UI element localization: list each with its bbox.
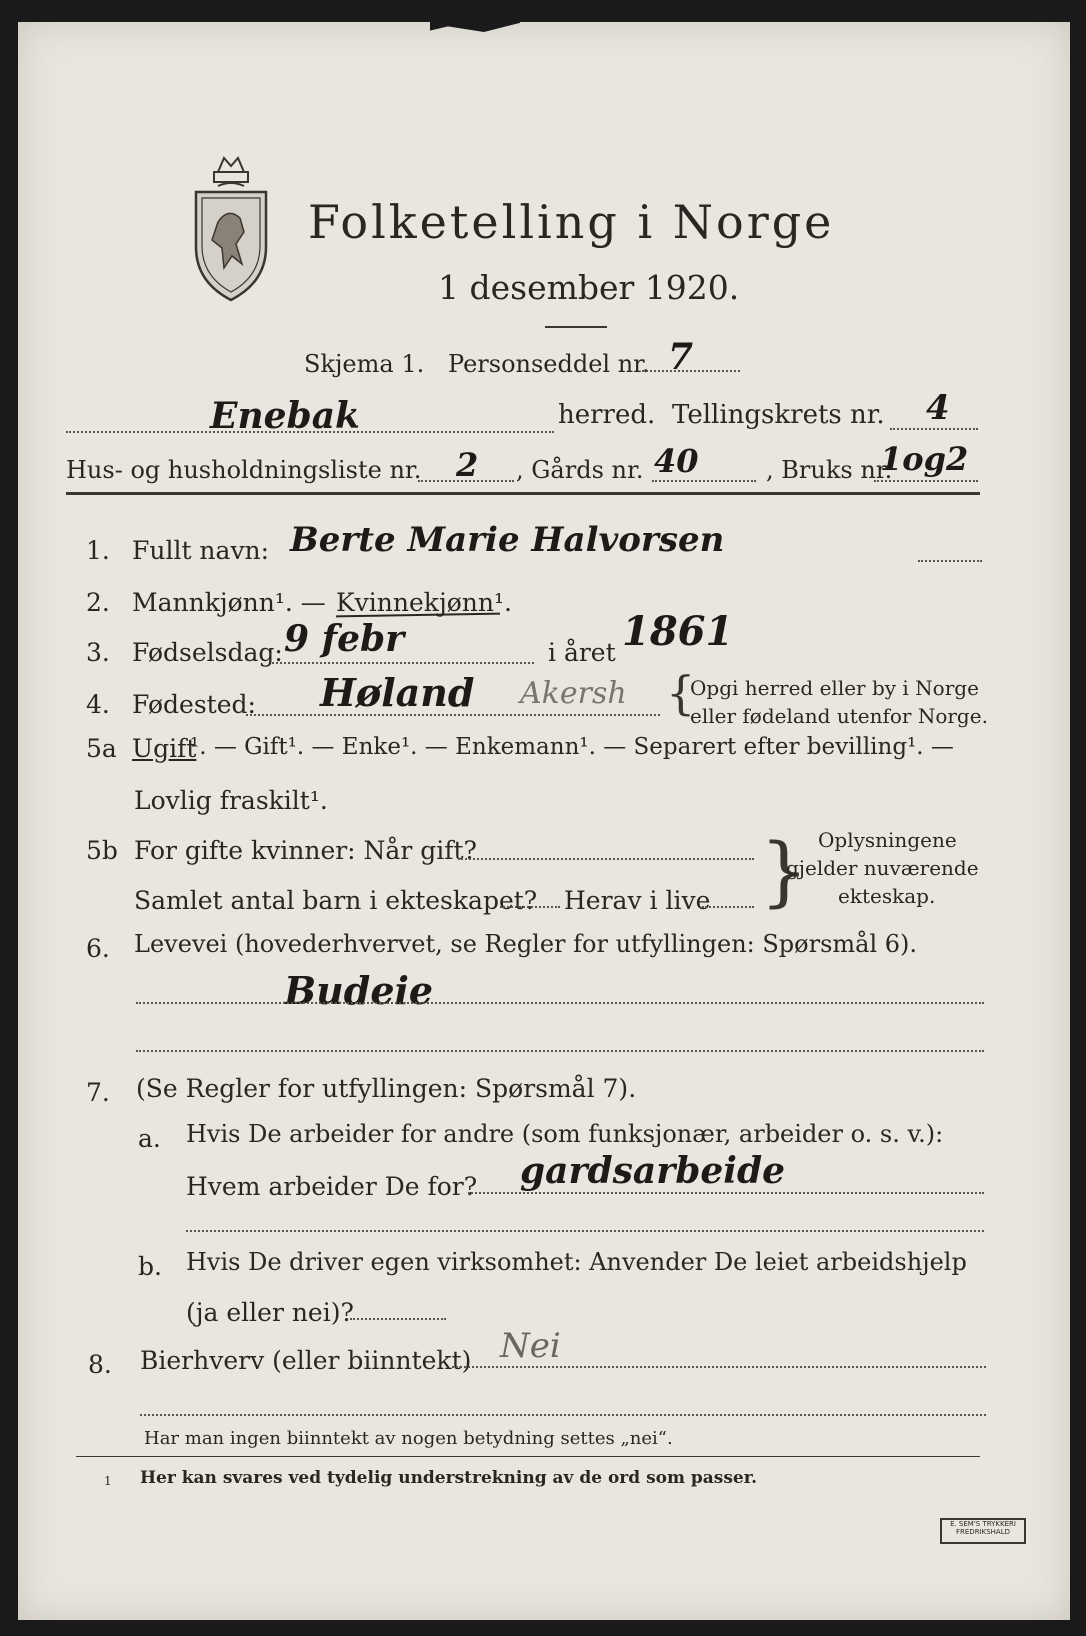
q7a-line2 [186,1230,984,1232]
q4-birthplace-county: Akersh [520,676,627,711]
bruks-line [874,480,978,482]
q6-line2 [136,1050,984,1052]
q6-label: Levevei (hovederhvervet, se Regler for utfyllingen: Spørsmål 6). [134,930,918,958]
q3-number: 3. [86,638,110,667]
q5b-number: 5b [86,836,118,865]
q5b-when-married-label: For gifte kvinner: Når gift? [134,836,477,865]
q7-label: (Se Regler for utfyllingen: Spørsmål 7). [136,1074,637,1103]
q4-note-line2: eller fødeland utenfor Norge. [690,704,988,728]
herred-value: Enebak [210,395,360,437]
q7a-line1 [468,1192,984,1194]
q5a-line2: Lovlig fraskilt¹. [134,786,328,815]
q7b-line [350,1318,446,1320]
bruks-value: 1og2 [880,440,969,478]
q5b-children-label: Samlet antal barn i ekteskapet? [134,886,538,915]
coat-of-arms-icon [188,152,274,302]
form-title: Folketelling i Norge [308,195,835,249]
q3-day-line [272,662,534,664]
q3-year-label: i året [548,638,616,667]
q4-label: Fødested: [132,690,256,719]
q3-day-value: 9 febr [284,618,405,660]
q4-note-line1: Opgi herred eller by i Norge [690,676,979,700]
q5a-ugift-option: Ugift [132,734,197,763]
q2-male-option: Mannkjønn¹. — [132,588,326,617]
q7a-letter: a. [138,1124,161,1153]
q8-label: Bierhverv (eller biinntekt) [140,1346,472,1375]
q6-occupation-value: Budeie [284,968,434,1013]
q5b-note-line1: Oplysningene [818,828,957,852]
q7a-text: Hvis De arbeider for andre (som funksjonær, arbeider o. s. v.): [186,1120,944,1148]
hus-label: Hus- og husholdningsliste nr. [66,456,422,484]
skjema-label: Skjema 1. [304,350,425,378]
q5b-line3 [702,906,754,908]
q4-brace: { [666,666,696,720]
q5a-other-options: ¹. — Gift¹. — Enke¹. — Enkemann¹. — Separert efter bevilling¹. — [190,734,954,760]
q3-label: Fødselsdag: [132,638,283,667]
q8-line1 [452,1366,986,1368]
q4-number: 4. [86,690,110,719]
q5b-brace: } [760,826,809,915]
q7b-text: Hvis De driver egen virksomhet: Anvender De leiet arbeidshjelp [186,1248,967,1276]
herred-label: herred. [558,400,656,430]
personseddel-label: Personseddel nr. [448,350,650,378]
q7b-letter: b. [138,1252,162,1281]
q4-birthplace-value: Høland [320,670,475,715]
q7-number: 7. [86,1078,110,1107]
footnote-number: 1 [104,1474,112,1488]
q5b-note-line3: ekteskap. [838,884,936,908]
footer-rule [76,1456,980,1457]
tellingskrets-line [890,428,978,430]
tellingskrets-value: 4 [926,388,950,428]
footnote-text: Her kan svares ved tydelig understrekning av de ord som passer. [140,1468,758,1488]
title-divider [545,326,607,328]
census-form [18,22,1070,1620]
q1-number: 1. [86,536,110,565]
gards-line [652,480,756,482]
footer-note: Har man ingen biinntekt av nogen betydning settes „nei“. [144,1428,673,1449]
q5a-number: 5a [86,734,117,763]
gards-value: 40 [654,442,699,480]
hus-value: 2 [456,446,479,484]
tellingskrets-label: Tellingskrets nr. [672,400,885,430]
q8-number: 8. [88,1350,112,1379]
q3-year-value: 1861 [622,608,734,655]
q6-number: 6. [86,934,110,963]
q5b-note-line2: gjelder nuværende [786,856,979,880]
gards-label: , Gårds nr. [516,456,644,484]
q7a-employer-value: gardsarbeide [520,1150,786,1192]
q7b-question: (ja eller nei)? [186,1298,354,1327]
q2-female-option: Kvinnekjønn¹. [336,588,512,617]
herred-line [66,431,554,433]
q7a-question: Hvem arbeider De for? [186,1172,478,1201]
q5b-line2 [500,906,560,908]
q5b-line1 [458,858,754,860]
q1-line [918,560,982,562]
printer-stamp: E. SEM'S TRYKKERI FREDRIKSHALD [940,1518,1026,1544]
bruks-label: , Bruks nr. [766,456,893,484]
q8-side-income-value: Nei [500,1326,561,1366]
q6-line1 [136,1002,984,1004]
q8-line2 [140,1414,986,1416]
q1-full-name-value: Berte Marie Halvorsen [290,520,725,560]
header-rule [66,492,980,495]
q1-label: Fullt navn: [132,536,270,565]
form-date: 1 desember 1920. [438,268,740,307]
q5b-alive-label: Herav i live [564,886,711,915]
q2-number: 2. [86,588,110,617]
personseddel-value: 7 [668,336,694,378]
